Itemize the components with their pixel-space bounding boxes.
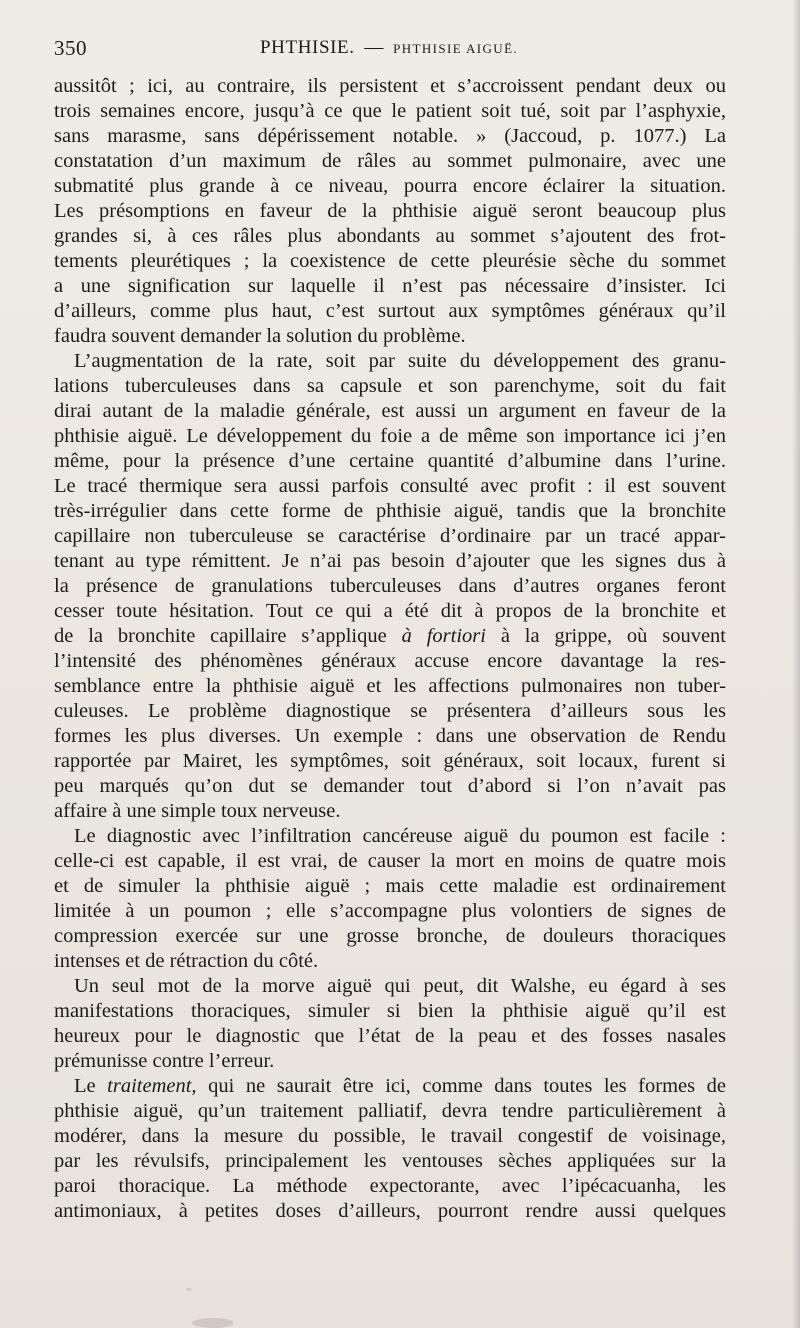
text-line: affaire à une simple toux nerveuse. [54,800,341,822]
page-number: 350 [54,36,87,60]
page-edge-shadow [792,0,800,1328]
text-line: paroi thoracique. La méthode expectorante, avec l’ipécacuanha, les [54,1175,726,1197]
text-line: tements pleurétiques ; la coexistence de cette pleurésie sèche du sommet [54,250,726,272]
text-line: Le diagnostic avec l’infiltration cancéreuse aiguë du poumon est facile : [74,825,726,847]
italic-phrase: à fortiori [401,625,486,647]
text-line: rapportée par Mairet, les symptômes, soit généraux, soit locaux, furent si [54,750,726,772]
text-line: modérer, dans la mesure du possible, le travail congestif de voisinage, [54,1125,726,1147]
text-line: antimoniaux, à petites doses d’ailleurs, pourront rendre aussi quelques [54,1200,726,1222]
text-line: semblance entre la phthisie aiguë et les affections pulmonaires non tuber- [54,675,726,697]
text-line: limitée à un poumon ; elle s’accompagne plus volontiers de signes de [54,900,726,922]
text-line: constatation d’un maximum de râles au sommet pulmonaire, avec une [54,150,726,172]
text-line: même, pour la présence d’une certaine quantité d’albumine dans l’urine. [54,450,726,472]
ink-speck [186,1288,192,1291]
text-line: l’intensité des phénomènes généraux accuse encore davantage la res- [54,650,726,672]
running-head-title: PHTHISIE. [260,37,355,58]
text-segment: de la bronchite capillaire s’applique [54,625,387,647]
text-line: Les présomptions en faveur de la phthisie aiguë seront beaucoup plus [54,200,726,222]
paragraph-2 [54,349,726,824]
text-line: formes les plus diverses. Un exemple : dans une observation de Rendu [54,725,726,747]
text-line: heureux pour le diagnostic que l’état de la peau et des fosses nasales [54,1025,726,1047]
text-line: grandes si, à ces râles plus abondants au sommet s’ajoutent des frot- [54,225,726,247]
text-line: compression exercée sur une grosse bronche, de douleurs thoraciques [54,925,726,947]
paragraph-5 [54,1074,726,1224]
paragraph-3 [54,824,726,974]
running-head-subtitle: PHTHISIE AIGUË. [393,41,519,56]
text-line: et de simuler la phthisie aiguë ; mais cette maladie est ordinairement [54,875,726,897]
text-line: phthisie aiguë. Le développement du foie a de même son importance ici j’en [54,425,726,447]
text-line: L’augmentation de la rate, soit par suite du développement des granu- [74,350,726,372]
text-line: peu marqués qu’on dut se demander tout d’abord si l’on n’avait pas [54,775,726,797]
text-line: cesser toute hésitation. Tout ce qui a été dit à propos de la bronchite et [54,600,726,622]
text-line-with-italic [54,1074,726,1099]
text-line: celle-ci est capable, il est vrai, de causer la mort en moins de quatre mois [54,850,726,872]
text-segment: à la grippe, où souvent [485,625,726,647]
text-line: Un seul mot de la morve aiguë qui peut, dit Walshe, eu égard à ses [74,975,726,997]
text-line: submatité plus grande à ce niveau, pourra encore éclairer la situation. [54,175,726,197]
text-line: la présence de granulations tuberculeuses dans d’autres organes feront [54,575,726,597]
text-line: culeuses. Le problème diagnostique se présentera d’ailleurs sous les [54,700,726,722]
italic-phrase: traitement, [107,1075,197,1097]
text-line: par les révulsifs, principalement les ventouses sèches appliquées sur la [54,1150,726,1172]
page-body [54,74,726,1234]
text-line-with-italic [54,624,726,649]
running-head-separator: — [364,37,384,58]
text-line: phthisie aiguë, qu’un traitement palliatif, devra tendre particulièrement à [54,1100,726,1122]
text-line: manifestations thoraciques, simuler si bien la phthisie aiguë qu’il est [54,1000,726,1022]
running-header [54,36,726,68]
text-line: faudra souvent demander la solution du problème. [54,325,466,347]
paragraph-1 [54,74,726,349]
text-line: lations tuberculeuses dans sa capsule et son parenchyme, soit du fait [54,375,726,397]
text-segment: qui ne saurait être ici, comme dans toutes les formes de [196,1075,726,1097]
text-line: très-irrégulier dans cette forme de phthisie aiguë, tandis que la bronchite [54,500,726,522]
text-line: trois semaines encore, jusqu’à ce que le patient soit tué, soit par l’asphyxie, [54,100,726,122]
running-head [260,37,518,59]
text-line: sans marasme, sans dépérissement notable. » (Jaccoud, p. 1077.) La [54,125,726,147]
text-line: d’ailleurs, comme plus haut, c’est surtout aux symptômes généraux qu’il [54,300,726,322]
text-line: dirai autant de la maladie générale, est aussi un argument en faveur de la [54,400,726,422]
text-line: Le tracé thermique sera aussi parfois consulté avec profit : il est souvent [54,475,726,497]
text-line: tenant au type rémittent. Je n’ai pas besoin d’ajouter que les signes dus à [54,550,726,572]
text-line: intenses et de rétraction du côté. [54,950,319,972]
paragraph-4 [54,974,726,1074]
text-line: prémunisse contre l’erreur. [54,1050,275,1072]
text-segment: Le [74,1075,96,1097]
text-line: capillaire non tuberculeuse se caractérise d’ordinaire par un tracé appar- [54,525,726,547]
text-line: a une signification sur laquelle il n’est pas nécessaire d’insister. Ici [54,275,726,297]
ink-smudge [192,1318,234,1328]
text-line: aussitôt ; ici, au contraire, ils persistent et s’accroissent pendant deux ou [54,75,726,97]
